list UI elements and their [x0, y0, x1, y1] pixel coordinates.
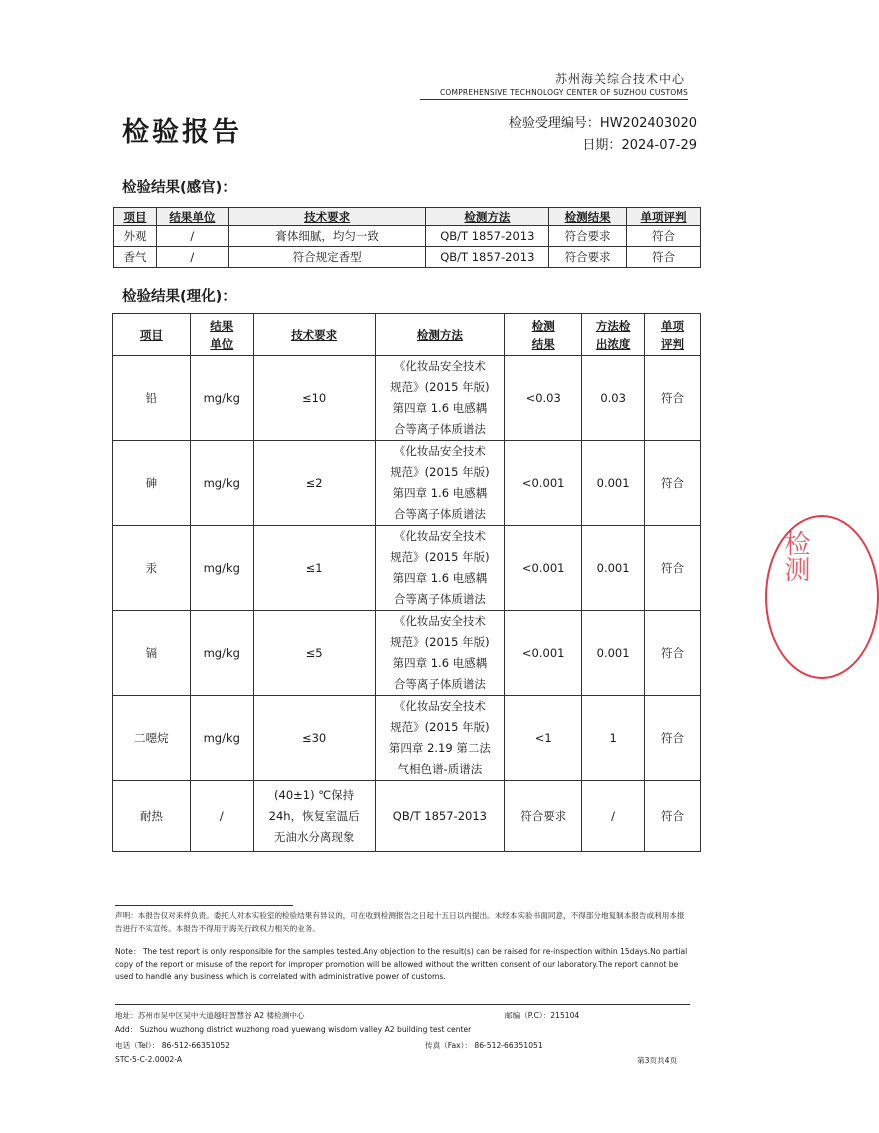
table-cell: 二噁烷 — [113, 696, 191, 781]
table-cell: 0.001 — [582, 441, 645, 526]
receipt-number — [509, 112, 697, 131]
table-cell: / — [156, 226, 228, 247]
table-cell: 符合要求 — [505, 781, 582, 852]
table-cell: QB/T 1857-2013 — [375, 781, 505, 852]
postcode: 邮编（P.C）：215104 — [505, 1011, 580, 1020]
org-name-en: COMPREHENSIVE TECHNOLOGY CENTER OF SUZHOU CUSTOMS — [439, 88, 688, 97]
table-cell: ≤2 — [253, 441, 375, 526]
notes-rule — [115, 905, 293, 906]
doc-code: STC-5-C-2.0002-A — [115, 1055, 183, 1064]
table-cell: <1 — [505, 696, 582, 781]
table-row — [113, 611, 701, 696]
physchem-header-cell: 方法检 出浓度 — [582, 314, 645, 356]
physchem-header-cell: 检测 结果 — [505, 314, 582, 356]
table-cell: 《化妆品安全技术 规范》(2015 年版) 第四章 2.19 第二法 气相色谱-质谱法 — [375, 696, 505, 781]
table-cell: 《化妆品安全技术 规范》(2015 年版) 第四章 1.6 电感耦 合等离子体质谱法 — [375, 356, 505, 441]
physchem-table — [112, 313, 701, 852]
physchem-heading: 检验结果(理化)： — [122, 289, 237, 305]
table-cell: <0.001 — [505, 526, 582, 611]
notes-cn: 声明：本报告仅对来样负责。委托人对本实验室的检验结果有异议的，可在收到检测报告之日起十五日以内提出。未经本实验书面同意，不得部分地复制本报告或利用本报告进行不实宣传。本报告不得用于海关行政权力相关的业务。 — [115, 911, 685, 933]
report-date-value: 2024-07-29 — [621, 138, 697, 153]
report-date-label: 日期： — [582, 138, 622, 153]
sensory-header-cell: 结果单位 — [156, 208, 228, 226]
table-cell: 0.001 — [582, 526, 645, 611]
table-cell: 外观 — [114, 226, 157, 247]
header-rule — [420, 99, 688, 100]
table-cell: 铅 — [113, 356, 191, 441]
physchem-header-cell: 技术要求 — [253, 314, 375, 356]
fax: 传真（Fax）： 86-512-66351051 — [425, 1041, 543, 1050]
table-cell: 膏体细腻，均匀一致 — [228, 226, 426, 247]
receipt-number-value: HW202403020 — [599, 116, 697, 131]
table-cell: 香气 — [114, 247, 157, 268]
table-cell: 符合要求 — [549, 226, 627, 247]
table-cell: 0.001 — [582, 611, 645, 696]
sensory-header-row — [114, 208, 701, 226]
table-cell: ≤5 — [253, 611, 375, 696]
table-cell: (40±1) ℃保持 24h，恢复室温后 无油水分离现象 — [253, 781, 375, 852]
table-cell: mg/kg — [190, 696, 253, 781]
table-cell: mg/kg — [190, 356, 253, 441]
physchem-header-cell: 结果 单位 — [190, 314, 253, 356]
table-cell: mg/kg — [190, 611, 253, 696]
sensory-header-cell: 技术要求 — [228, 208, 426, 226]
table-cell: QB/T 1857-2013 — [426, 247, 549, 268]
footer-rule — [115, 1004, 690, 1005]
table-cell: 符合 — [645, 526, 701, 611]
table-cell: 符合规定香型 — [228, 247, 426, 268]
sensory-heading: 检验结果(感官)： — [122, 180, 237, 196]
table-cell: ≤30 — [253, 696, 375, 781]
sensory-header-cell: 检测方法 — [426, 208, 549, 226]
report-date — [582, 134, 697, 153]
table-cell: 符合 — [645, 611, 701, 696]
notes-en: Note： The test report is only responsible for the samples tested.Any objection to the result(s) can be raised for re-inspection within 15days.No partial copy of the report or misuse of the report for improper promotion will be allowed without the written consent of our laboratory.The report cannot be used to handle any business which is correlated with administrative power of customs. — [115, 947, 688, 981]
receipt-number-label: 检验受理编号： — [508, 116, 600, 131]
table-cell: 《化妆品安全技术 规范》(2015 年版) 第四章 1.6 电感耦 合等离子体质谱法 — [375, 611, 505, 696]
table-cell: 耐热 — [113, 781, 191, 852]
report-title: 检验报告 — [122, 117, 242, 148]
page-number: 第3页共4页 — [637, 1056, 678, 1065]
table-cell: 1 — [582, 696, 645, 781]
table-cell: 《化妆品安全技术 规范》(2015 年版) 第四章 1.6 电感耦 合等离子体质谱法 — [375, 441, 505, 526]
table-row — [113, 526, 701, 611]
table-cell: ≤1 — [253, 526, 375, 611]
table-cell: 符合 — [627, 247, 701, 268]
table-cell: 符合 — [645, 781, 701, 852]
table-row — [113, 356, 701, 441]
physchem-header-row — [113, 314, 701, 356]
physchem-header-cell: 单项 评判 — [645, 314, 701, 356]
sensory-header-cell: 项目 — [114, 208, 157, 226]
table-cell: 《化妆品安全技术 规范》(2015 年版) 第四章 1.6 电感耦 合等离子体质谱法 — [375, 526, 505, 611]
table-cell: mg/kg — [190, 526, 253, 611]
table-row — [114, 247, 701, 268]
table-cell: 符合 — [645, 696, 701, 781]
table-cell: 镉 — [113, 611, 191, 696]
table-cell: / — [190, 781, 253, 852]
table-cell: 符合 — [645, 356, 701, 441]
table-cell: 汞 — [113, 526, 191, 611]
address-en: Add： Suzhou wuzhong district wuzhong road yuewang wisdom valley A2 building test center — [115, 1025, 472, 1034]
org-name-cn: 苏州海关综合技术中心 — [554, 72, 685, 86]
table-cell: <0.001 — [505, 611, 582, 696]
sensory-table — [113, 207, 701, 268]
table-cell: mg/kg — [190, 441, 253, 526]
table-row — [114, 226, 701, 247]
physchem-header-cell: 项目 — [113, 314, 191, 356]
table-row — [113, 781, 701, 852]
table-cell: 符合要求 — [549, 247, 627, 268]
table-cell: / — [582, 781, 645, 852]
table-cell: 符合 — [645, 441, 701, 526]
table-row — [113, 696, 701, 781]
sensory-header-cell: 单项评判 — [627, 208, 701, 226]
telephone: 电话（Tel）： 86-512-66351052 — [115, 1041, 230, 1050]
table-cell: <0.03 — [505, 356, 582, 441]
table-cell: / — [156, 247, 228, 268]
address-cn: 地址：苏州市吴中区吴中大道越旺智慧谷 A2 楼检测中心 — [115, 1011, 305, 1020]
table-cell: 砷 — [113, 441, 191, 526]
table-cell: 符合 — [627, 226, 701, 247]
table-cell: ≤10 — [253, 356, 375, 441]
table-cell: 0.03 — [582, 356, 645, 441]
table-cell: QB/T 1857-2013 — [426, 226, 549, 247]
sensory-header-cell: 检测结果 — [549, 208, 627, 226]
table-cell: <0.001 — [505, 441, 582, 526]
physchem-header-cell: 检测方法 — [375, 314, 505, 356]
table-row — [113, 441, 701, 526]
seal-stamp-text: 检测 — [780, 530, 810, 582]
